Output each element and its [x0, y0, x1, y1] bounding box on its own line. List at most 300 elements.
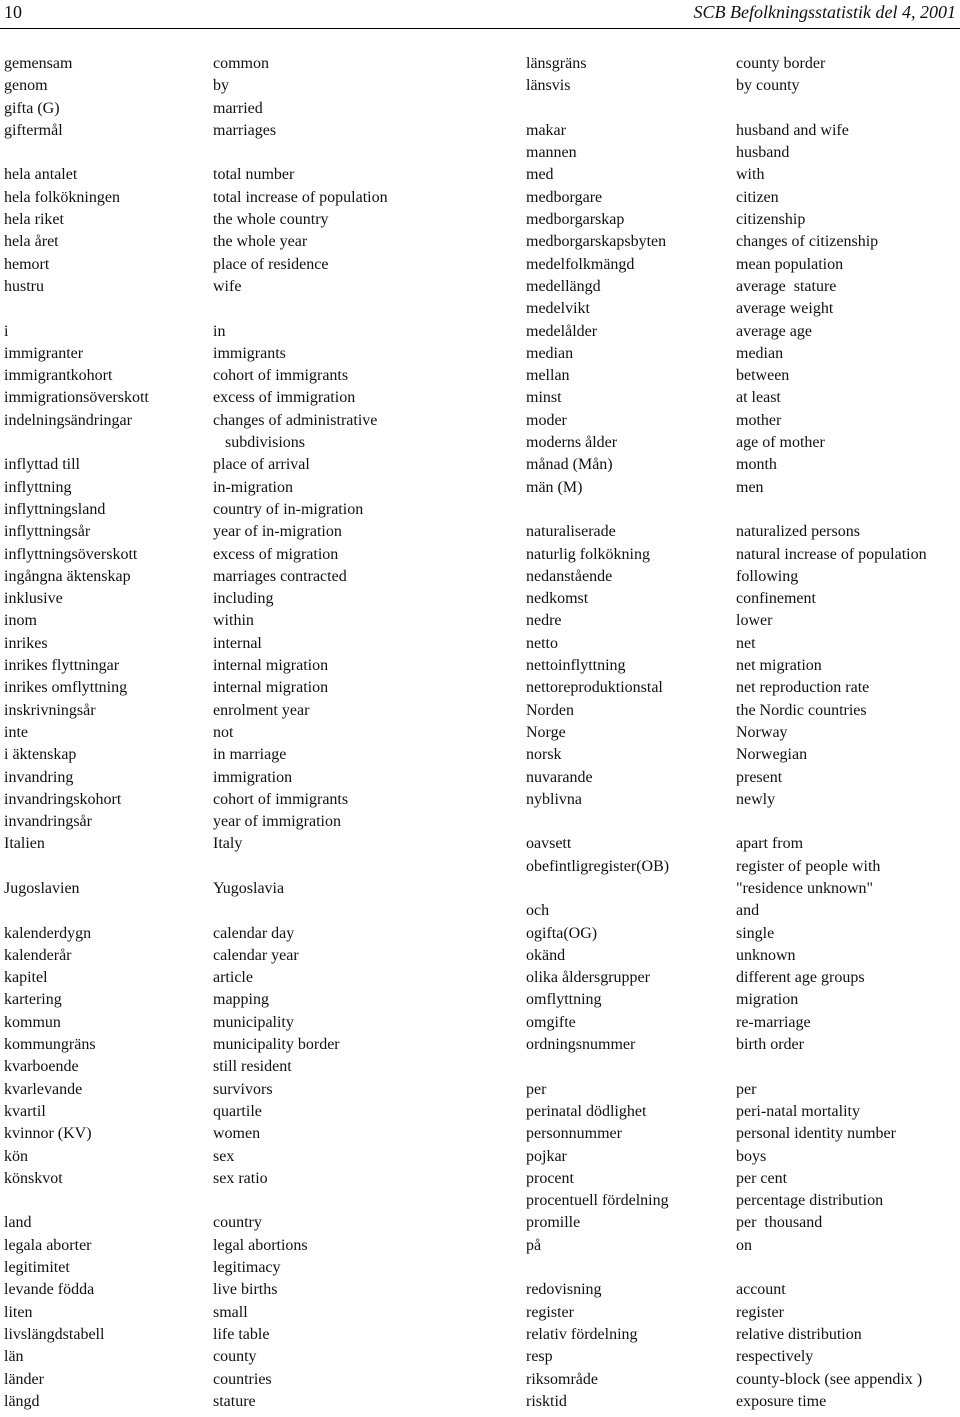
swedish-term: inte: [4, 723, 28, 741]
glossary-row: [526, 655, 960, 677]
glossary-row: [4, 1324, 484, 1346]
swedish-term: omgifte: [526, 1013, 576, 1031]
english-term: municipality border: [213, 1036, 340, 1054]
glossary-row: [526, 1279, 960, 1301]
glossary-row: [4, 610, 484, 632]
glossary-row: [526, 588, 960, 610]
swedish-term: Norden: [526, 701, 574, 719]
swedish-term: genom: [4, 77, 48, 95]
glossary-row: [526, 231, 960, 253]
glossary-row: [4, 1123, 484, 1145]
glossary-row: [4, 187, 484, 209]
glossary-row: [526, 633, 960, 655]
english-term: legitimacy: [213, 1259, 281, 1277]
swedish-term: kommun: [4, 1013, 61, 1031]
english-term: newly: [736, 790, 776, 808]
english-term: present: [736, 768, 783, 786]
glossary-row: [526, 499, 960, 521]
swedish-term: mellan: [526, 367, 570, 385]
glossary-row: [4, 677, 484, 699]
english-term: lower: [736, 612, 773, 630]
glossary-row: [4, 1302, 484, 1324]
english-term: with: [736, 166, 765, 184]
glossary-row: [526, 410, 960, 432]
english-term: net migration: [736, 657, 822, 675]
glossary-row: [4, 298, 484, 320]
swedish-term: hela året: [4, 233, 59, 251]
glossary-row: [526, 454, 960, 476]
english-term: sex ratio: [213, 1169, 268, 1187]
swedish-term: riksområde: [526, 1370, 598, 1388]
english-term: enrolment year: [213, 701, 310, 719]
english-term: peri-natal mortality: [736, 1102, 860, 1120]
swedish-term: länsgräns: [526, 55, 587, 72]
english-term: husband and wife: [736, 121, 849, 139]
english-term: mapping: [213, 991, 269, 1009]
english-term: married: [213, 99, 263, 117]
page-number: 10: [4, 2, 22, 22]
swedish-term: per: [526, 1080, 547, 1098]
glossary-row: [526, 365, 960, 387]
glossary-row: [526, 1235, 960, 1257]
swedish-term: risktid: [526, 1392, 567, 1410]
english-term: small: [213, 1303, 248, 1321]
swedish-term: kapitel: [4, 969, 48, 987]
swedish-term: månad (Mån): [526, 456, 613, 474]
english-term: single: [736, 924, 775, 942]
swedish-term: i äktenskap: [4, 746, 77, 764]
glossary-row: [4, 499, 484, 521]
glossary-row: [4, 1212, 484, 1234]
glossary-row: [4, 722, 484, 744]
glossary-row: [526, 767, 960, 789]
swedish-term: kartering: [4, 991, 62, 1009]
swedish-term: register: [526, 1303, 574, 1321]
swedish-term: minst: [526, 389, 562, 407]
swedish-term: kommungräns: [4, 1036, 96, 1054]
english-term: internal migration: [213, 657, 329, 675]
glossary-row: [4, 53, 484, 75]
swedish-term: gifta (G): [4, 99, 60, 117]
swedish-term: inom: [4, 612, 37, 630]
swedish-term: invandringsår: [4, 813, 92, 831]
english-term: in-migration: [213, 478, 293, 496]
swedish-term: inflyttning: [4, 478, 72, 496]
english-term: Norwegian: [736, 746, 808, 764]
swedish-term: ogifta(OG): [526, 924, 598, 942]
english-term: the Nordic countries: [736, 701, 867, 719]
swedish-term: hemort: [4, 255, 50, 273]
glossary-row: [526, 387, 960, 409]
header-rule: [0, 28, 960, 29]
glossary-row: [4, 833, 484, 855]
glossary-row: [526, 945, 960, 967]
glossary-row: [526, 811, 960, 833]
english-term: the whole year: [213, 233, 308, 251]
glossary-row: [526, 1168, 960, 1190]
glossary-row: [4, 989, 484, 1011]
swedish-term: män (M): [526, 478, 583, 496]
english-term: personal identity number: [736, 1125, 896, 1143]
glossary-row: [4, 477, 484, 499]
page-header: [0, 0, 960, 28]
swedish-term: Italien: [4, 835, 45, 853]
glossary-row: [526, 343, 960, 365]
english-term: place of arrival: [213, 456, 310, 474]
english-term: internal migration: [213, 679, 329, 697]
swedish-term: kvarboende: [4, 1058, 79, 1076]
english-term: average stature: [736, 277, 837, 295]
english-term: marriages contracted: [213, 567, 347, 585]
swedish-term: hela antalet: [4, 166, 78, 184]
glossary-row: [4, 387, 484, 409]
swedish-term: inflyttningsår: [4, 523, 91, 541]
glossary-row: [4, 321, 484, 343]
english-term: Italy: [213, 835, 243, 853]
english-term: changes of administrative: [213, 411, 378, 429]
glossary-row: [4, 343, 484, 365]
glossary-row: [526, 1391, 960, 1413]
english-term: naturalized persons: [736, 523, 860, 541]
glossary-row: [4, 1257, 484, 1279]
english-term: including: [213, 590, 274, 608]
english-term: following: [736, 567, 799, 585]
english-term: subdivisions: [213, 434, 306, 452]
english-term: not: [213, 723, 234, 741]
glossary-row: [526, 789, 960, 811]
english-term: mean population: [736, 255, 844, 273]
swedish-term: giftermål: [4, 121, 63, 139]
glossary-row: [526, 142, 960, 164]
swedish-term: levande födda: [4, 1281, 95, 1299]
glossary-row: [526, 1212, 960, 1234]
glossary-row: [526, 98, 960, 120]
glossary-row: [526, 1190, 960, 1212]
swedish-term: pojkar: [526, 1147, 567, 1165]
english-term: net: [736, 634, 756, 652]
glossary-row: [4, 878, 484, 900]
english-term: Yugoslavia: [213, 879, 285, 897]
english-term: re-marriage: [736, 1013, 811, 1031]
glossary-row: [4, 856, 484, 878]
glossary-row: [4, 767, 484, 789]
english-term: men: [736, 478, 764, 496]
swedish-term: legala aborter: [4, 1236, 92, 1254]
swedish-term: könskvot: [4, 1169, 63, 1187]
glossary-row: [4, 1190, 484, 1212]
glossary-row: [526, 722, 960, 744]
english-term: countries: [213, 1370, 272, 1388]
english-term: boys: [736, 1147, 767, 1165]
glossary-row: [526, 610, 960, 632]
english-term: per: [736, 1080, 757, 1098]
english-term: in: [213, 322, 226, 340]
english-term: women: [213, 1125, 261, 1143]
english-term: confinement: [736, 590, 816, 608]
glossary-row: [526, 521, 960, 543]
glossary-row: [4, 588, 484, 610]
english-term: citizen: [736, 188, 779, 206]
english-term: mother: [736, 411, 782, 429]
swedish-term: hela folkökningen: [4, 188, 120, 206]
swedish-term: kvinnor (KV): [4, 1125, 92, 1143]
swedish-term: moderns ålder: [526, 434, 618, 452]
english-term: register of people with: [736, 857, 881, 875]
glossary-row: [526, 321, 960, 343]
swedish-term: medelålder: [526, 322, 598, 340]
swedish-term: liten: [4, 1303, 33, 1321]
glossary-row: [4, 209, 484, 231]
english-term: unknown: [736, 946, 796, 964]
glossary-row: [526, 1012, 960, 1034]
english-term: migration: [736, 991, 799, 1009]
english-term: birth order: [736, 1036, 804, 1054]
glossary-row: [4, 700, 484, 722]
glossary-row: [526, 1079, 960, 1101]
glossary-row: [526, 967, 960, 989]
english-term: in marriage: [213, 746, 287, 764]
swedish-term: immigrationsöverskott: [4, 389, 149, 407]
glossary-row: [4, 231, 484, 253]
swedish-term: inflyttningsöverskott: [4, 545, 138, 563]
swedish-term: i: [4, 322, 9, 340]
swedish-term: kalenderår: [4, 946, 72, 964]
swedish-term: och: [526, 902, 550, 920]
swedish-term: med: [526, 166, 554, 184]
swedish-term: längd: [4, 1392, 40, 1410]
swedish-term: inflyttningsland: [4, 500, 106, 518]
glossary-row: [4, 967, 484, 989]
english-term: by: [213, 77, 229, 95]
swedish-term: nedanstående: [526, 567, 613, 585]
english-term: natural increase of population: [736, 545, 927, 563]
glossary-row: [526, 1324, 960, 1346]
swedish-term: medelvikt: [526, 300, 590, 318]
swedish-term: ordningsnummer: [526, 1036, 636, 1054]
glossary-left-column: [4, 53, 484, 1413]
swedish-term: invandringskohort: [4, 790, 122, 808]
glossary-row: [4, 1279, 484, 1301]
glossary-row: [4, 1346, 484, 1368]
glossary-row: [4, 945, 484, 967]
glossary-row: [526, 900, 960, 922]
swedish-term: naturlig folkökning: [526, 545, 650, 563]
english-term: place of residence: [213, 255, 329, 273]
swedish-term: inklusive: [4, 590, 63, 608]
english-term: immigration: [213, 768, 293, 786]
glossary-row: [526, 120, 960, 142]
swedish-term: medborgarskapsbyten: [526, 233, 667, 251]
english-term: "residence unknown": [736, 879, 874, 897]
english-term: the whole country: [213, 211, 329, 229]
english-term: county: [213, 1348, 257, 1366]
swedish-term: nyblivna: [526, 790, 582, 808]
english-term: within: [213, 612, 254, 630]
english-term: husband: [736, 144, 790, 162]
english-term: year of immigration: [213, 813, 341, 831]
english-term: net reproduction rate: [736, 679, 870, 697]
english-term: Norway: [736, 723, 788, 741]
glossary-row: [4, 1012, 484, 1034]
glossary-row: [4, 633, 484, 655]
glossary-row: [526, 432, 960, 454]
swedish-term: nettoreproduktionstal: [526, 679, 663, 697]
english-term: account: [736, 1281, 786, 1299]
swedish-term: inrikes flyttningar: [4, 657, 120, 675]
glossary-row: [4, 164, 484, 186]
swedish-term: promille: [526, 1214, 581, 1232]
english-term: by county: [736, 77, 800, 95]
english-term: immigrants: [213, 344, 286, 362]
swedish-term: gemensam: [4, 55, 73, 72]
swedish-term: länder: [4, 1370, 44, 1388]
glossary-row: [526, 1146, 960, 1168]
glossary-row: [4, 811, 484, 833]
english-term: cohort of immigrants: [213, 790, 349, 808]
swedish-term: Jugoslavien: [4, 879, 80, 897]
english-term: county-block (see appendix ): [736, 1370, 923, 1388]
english-term: exposure time: [736, 1392, 827, 1410]
swedish-term: medellängd: [526, 277, 601, 295]
glossary-row: [4, 789, 484, 811]
swedish-term: medborgarskap: [526, 211, 625, 229]
swedish-term: immigranter: [4, 344, 84, 362]
glossary-row: [526, 677, 960, 699]
glossary-row: [4, 1235, 484, 1257]
glossary-row: [4, 454, 484, 476]
glossary-right-column: [526, 53, 960, 1413]
english-term: article: [213, 969, 253, 987]
glossary-row: [526, 700, 960, 722]
english-term: changes of citizenship: [736, 233, 879, 251]
glossary-row: [526, 856, 960, 878]
english-term: apart from: [736, 835, 804, 853]
glossary-row: [526, 1369, 960, 1391]
swedish-term: netto: [526, 634, 558, 652]
english-term: percentage distribution: [736, 1192, 884, 1210]
swedish-term: invandring: [4, 768, 74, 786]
english-term: municipality: [213, 1013, 294, 1031]
swedish-term: länsvis: [526, 77, 571, 95]
glossary-row: [4, 1079, 484, 1101]
english-term: calendar year: [213, 946, 299, 964]
glossary-row: [526, 1101, 960, 1123]
publication-title: SCB Befolkningsstatistik del 4, 2001: [693, 2, 956, 22]
english-term: calendar day: [213, 924, 295, 942]
swedish-term: hustru: [4, 277, 44, 295]
glossary-row: [526, 1346, 960, 1368]
glossary-row: [4, 410, 484, 432]
glossary-row: [526, 878, 960, 900]
glossary-row: [526, 566, 960, 588]
swedish-term: kön: [4, 1147, 28, 1165]
swedish-term: immigrantkohort: [4, 367, 113, 385]
glossary-row: [526, 1257, 960, 1279]
glossary-row: [4, 254, 484, 276]
english-term: relative distribution: [736, 1325, 862, 1343]
swedish-term: nuvarande: [526, 768, 593, 786]
swedish-term: kalenderdygn: [4, 924, 92, 942]
swedish-term: medelfolkmängd: [526, 255, 635, 273]
swedish-term: makar: [526, 121, 566, 139]
glossary-row: [4, 521, 484, 543]
swedish-term: personnummer: [526, 1125, 622, 1143]
swedish-term: obefintligregister(OB): [526, 857, 670, 875]
english-term: cohort of immigrants: [213, 367, 349, 385]
swedish-term: kvartil: [4, 1102, 46, 1120]
english-term: average weight: [736, 300, 834, 318]
english-term: month: [736, 456, 777, 474]
english-term: average age: [736, 322, 812, 340]
glossary-row: [4, 98, 484, 120]
glossary-row: [4, 566, 484, 588]
english-term: between: [736, 367, 790, 385]
english-term: internal: [213, 634, 262, 652]
glossary-row: [4, 120, 484, 142]
english-term: citizenship: [736, 211, 806, 229]
glossary-row: [4, 1369, 484, 1391]
glossary-row: [526, 1302, 960, 1324]
swedish-term: på: [526, 1236, 542, 1254]
english-term: different age groups: [736, 969, 865, 987]
glossary-row: [4, 1391, 484, 1413]
glossary-row: [4, 1168, 484, 1190]
english-term: country: [213, 1214, 262, 1232]
swedish-term: hela riket: [4, 211, 64, 229]
english-term: life table: [213, 1325, 270, 1343]
glossary-row: [526, 209, 960, 231]
glossary-row: [4, 744, 484, 766]
swedish-term: Norge: [526, 723, 566, 741]
english-term: on: [736, 1236, 752, 1254]
english-term: excess of immigration: [213, 389, 356, 407]
swedish-term: median: [526, 344, 574, 362]
swedish-term: indelningsändringar: [4, 411, 132, 429]
english-term: per thousand: [736, 1214, 823, 1232]
english-term: age of mother: [736, 434, 825, 452]
english-term: sex: [213, 1147, 235, 1165]
glossary-row: [526, 75, 960, 97]
swedish-term: legitimitet: [4, 1259, 70, 1277]
glossary-row: [4, 276, 484, 298]
english-term: still resident: [213, 1058, 292, 1076]
english-term: survivors: [213, 1080, 273, 1098]
swedish-term: inrikes omflyttning: [4, 679, 128, 697]
glossary-row: [526, 1056, 960, 1078]
swedish-term: inrikes: [4, 634, 48, 652]
swedish-term: oavsett: [526, 835, 572, 853]
glossary-row: [526, 477, 960, 499]
swedish-term: procent: [526, 1169, 574, 1187]
glossary-row: [526, 833, 960, 855]
glossary-row: [526, 544, 960, 566]
glossary-row: [526, 989, 960, 1011]
swedish-term: livslängdstabell: [4, 1325, 105, 1343]
english-term: legal abortions: [213, 1236, 308, 1254]
glossary-row: [526, 254, 960, 276]
glossary-row: [4, 1146, 484, 1168]
swedish-term: län: [4, 1348, 24, 1366]
english-term: county border: [736, 55, 826, 72]
glossary-row: [526, 164, 960, 186]
english-term: marriages: [213, 121, 277, 139]
english-term: median: [736, 344, 784, 362]
glossary-row: [4, 655, 484, 677]
glossary-row: [526, 53, 960, 75]
english-term: country of in-migration: [213, 500, 364, 518]
glossary-row: [4, 1034, 484, 1056]
english-term: quartile: [213, 1102, 262, 1120]
